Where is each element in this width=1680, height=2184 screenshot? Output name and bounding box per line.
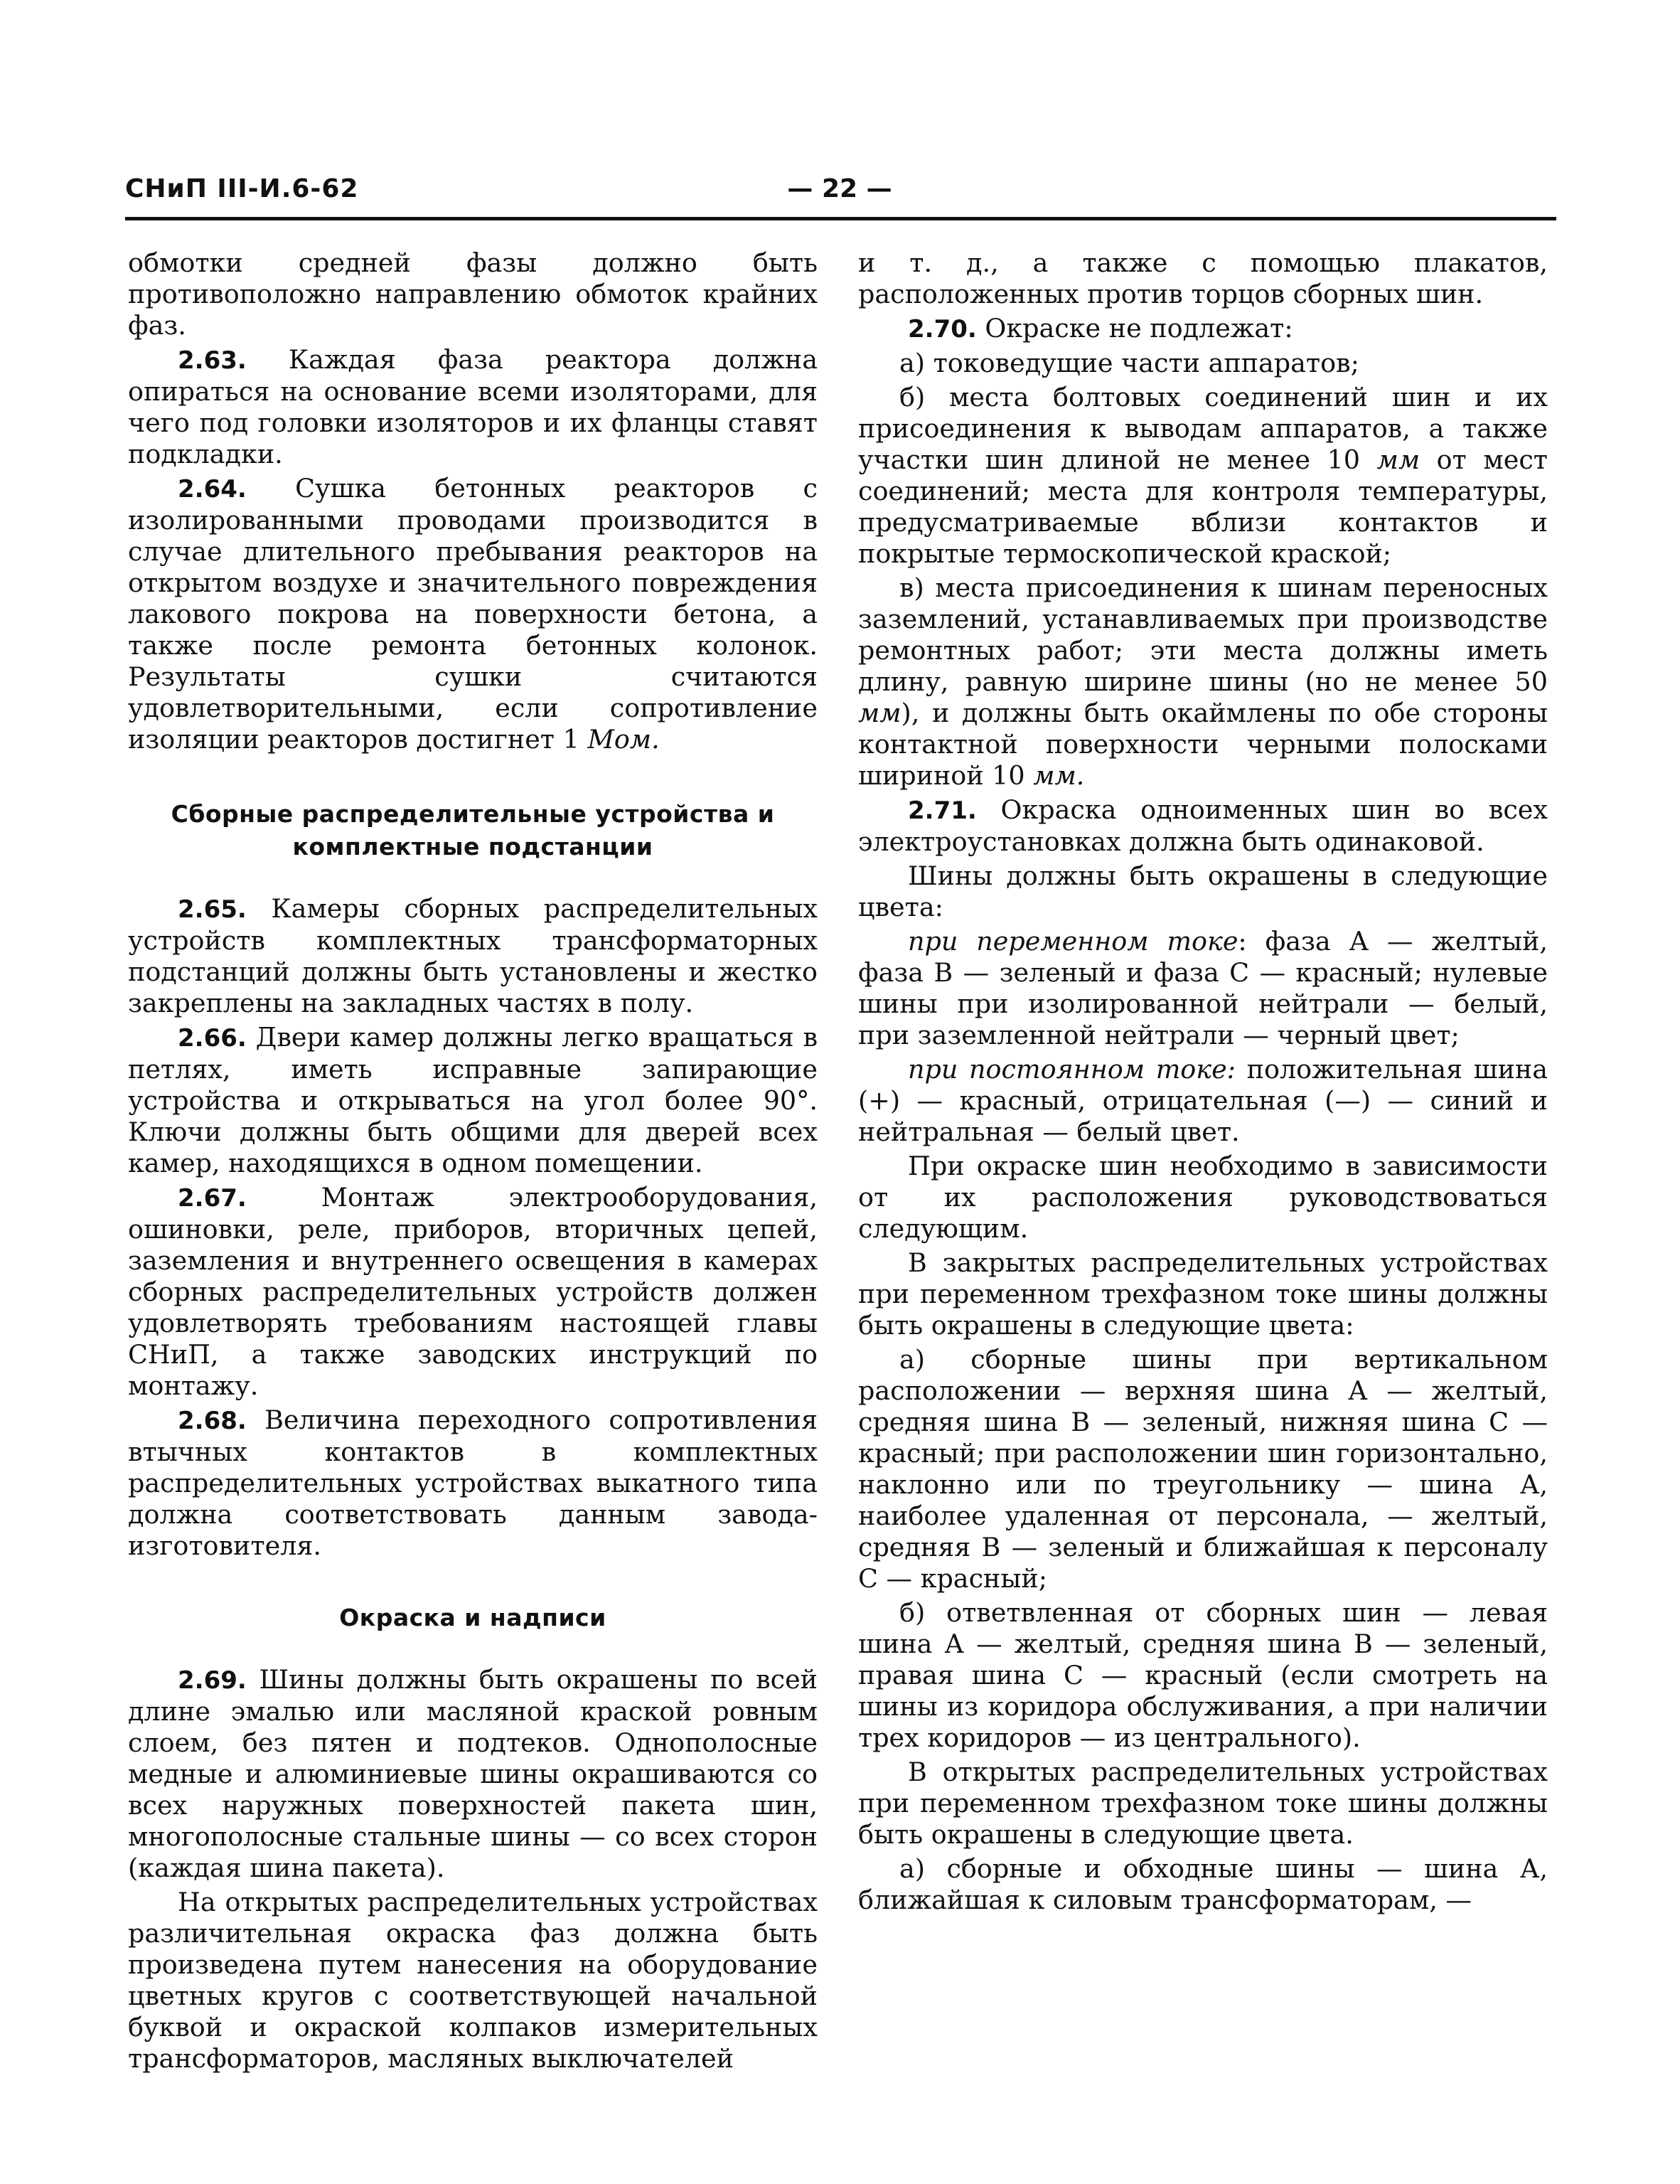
- paragraph-continuation: и т. д., а также с помощью плакатов, расположенных против торцов сборных шин.: [858, 247, 1548, 309]
- unit-label: мм: [858, 698, 901, 728]
- list-item: а) сборные и обходные шины — шина А, ближайшая к силовым трансформаторам, —: [858, 1853, 1548, 1915]
- paragraph-open-switchgear: В открытых распределительных устройствах при переменном трехфазном токе шины должны быть окрашены в следующие цвета.: [858, 1757, 1548, 1850]
- clause-number: 2.68.: [178, 1407, 247, 1435]
- clause-number: 2.63.: [178, 346, 247, 375]
- clause-2-70: 2.70. Окраске не подлежат:: [908, 313, 1293, 343]
- clause-2-69: 2.69. Шины должны быть окрашены по всей длине эмалью или масляной краской ровным слоем, без пятен и подтеков. Однополосные медные и алюминиевые шины окрашиваются со всех наружных поверхностей пакета шин, многополосные стальные шины — со всех сторон (каждая шина пакета).: [128, 1664, 818, 1883]
- clause-2-64: 2.64. Сушка бетонных реакторов с изолированными проводами производится в случае длительного пребывания реакторов на открытом воздухе и значительного повреждения лакового покрова на поверхности бетона, а также после ремонта бетонных колонок. Результаты сушки считаются удовлетворительными, если сопротивление изоляции реакторов достигнет 1 Мом.: [128, 473, 818, 755]
- unit-label: Мом.: [587, 724, 660, 755]
- clause-2-66: 2.66. Двери камер должны легко вращаться в петлях, иметь исправные запирающие устройства и открываться на угол более 90°. Ключи должны быть общими для дверей всех камер, находящихся в одном помещении.: [128, 1022, 818, 1178]
- unit-label: мм: [1376, 444, 1420, 475]
- italic-label: при переменном токе: [908, 926, 1238, 957]
- clause-number: 2.66.: [178, 1024, 247, 1053]
- page-number: — 22 —: [787, 174, 892, 203]
- paragraph-dc: при постоянном токе: положительная шина (+) — красный, отрицательная (—) — синий и нейтральная — белый цвет.: [858, 1054, 1548, 1147]
- clause-number: 2.64.: [178, 475, 247, 504]
- section-heading: Сборные распределительные устройства и комплектные подстанции: [171, 800, 775, 861]
- paragraph-closed-switchgear: В закрытых распределительных устройствах при переменном трехфазном токе шины должны быть окрашены в следующие цвета:: [858, 1247, 1548, 1341]
- paragraph-continuation: обмотки средней фазы должно быть противоположно направлению обмоток крайних фаз.: [128, 247, 818, 341]
- list-item: б) ответвленная от сборных шин — левая шина А — желтый, средняя шина В — зеленый, правая шина С — красный (если смотреть на шины из коридора обслуживания, а при наличии трех коридоров — из центрального).: [858, 1597, 1548, 1753]
- clause-2-63: 2.63. Каждая фаза реактора должна опираться на основание всеми изоляторами, для чего под головки изоляторов и их фланцы ставят подкладки.: [128, 344, 818, 469]
- paragraph-guide: При окраске шин необходимо в зависимости от их расположения руководствоваться следующим.: [858, 1151, 1548, 1244]
- clause-2-71: 2.71. Окраска одноименных шин во всех электроустановках должна быть одинаковой.: [858, 794, 1548, 857]
- left-column: [128, 247, 818, 2077]
- section-heading: Окраска и надписи: [339, 1604, 606, 1631]
- right-column: [858, 247, 1548, 1919]
- list-item: а) токоведущие части аппаратов;: [899, 348, 1359, 378]
- paragraph-ac: при переменном токе: фаза А — желтый, фаза В — зеленый и фаза С — красный; нулевые шины при изолированной нейтрали — белый, при заземленной нейтрали — черный цвет;: [858, 926, 1548, 1050]
- clause-number: 2.70.: [908, 315, 977, 343]
- clause-2-67: 2.67. Монтаж электрооборудования, ошиновки, реле, приборов, вторичных цепей, заземления и внутреннего освещения в камерах сборных распределительных устройств должен удовлетворять требованиям настоящей главы СНиП, а также заводских инструкций по монтажу.: [128, 1182, 818, 1401]
- document-code: СНиП III-И.6-62: [125, 174, 359, 203]
- clause-2-68: 2.68. Величина переходного сопротивления втычных контактов в комплектных распределительных устройствах выкатного типа должна соответствовать данным завода-изготовителя.: [128, 1405, 818, 1561]
- clause-number: 2.67.: [178, 1184, 247, 1213]
- clause-number: 2.69.: [178, 1666, 247, 1695]
- list-item: а) сборные шины при вертикальном расположении — верхняя шина А — желтый, средняя шина В — зеленый, нижняя шина С — красный; при расположении шин горизонтально, наклонно или по треугольнику — шина А, наиболее удаленная от персонала, — желтый, средняя В — зеленый и ближайшая к персоналу С — красный;: [858, 1344, 1548, 1594]
- clause-number: 2.65.: [178, 895, 247, 924]
- clause-2-65: 2.65. Камеры сборных распределительных устройств комплектных трансформаторных подстанций должны быть установлены и жестко закреплены на закладных частях в полу.: [128, 893, 818, 1018]
- list-item: в) места присоединения к шинам переносных заземлений, устанавливаемых при производстве ремонтных работ; эти места должны иметь длину, равную ширине шины (но не менее 50 мм), и должны быть окаймлены по обе стороны контактной поверхности черными полосками шириной 10 мм.: [858, 572, 1548, 791]
- italic-label: при постоянном токе:: [908, 1054, 1236, 1085]
- unit-label: мм.: [1033, 760, 1085, 791]
- header-rule: [125, 217, 1556, 220]
- paragraph-colors: Шины должны быть окрашены в следующие цвета:: [858, 861, 1548, 922]
- page-header: [125, 174, 1556, 217]
- paragraph-open-switchgear: На открытых распределительных устройствах различительная окраска фаз должна быть произведена путем нанесения на оборудование цветных кругов с соответствующей начальной буквой и окраской колпаков измерительных трансформаторов, масляных выключателей: [128, 1887, 818, 2074]
- list-item: б) места болтовых соединений шин и их присоединения к выводам аппаратов, а также участки шин длиной не менее 10 мм от мест соединений; места для контроля температуры, предусматриваемые вблизи контактов и покрытые термоскопической краской;: [858, 382, 1548, 569]
- clause-number: 2.71.: [908, 797, 977, 825]
